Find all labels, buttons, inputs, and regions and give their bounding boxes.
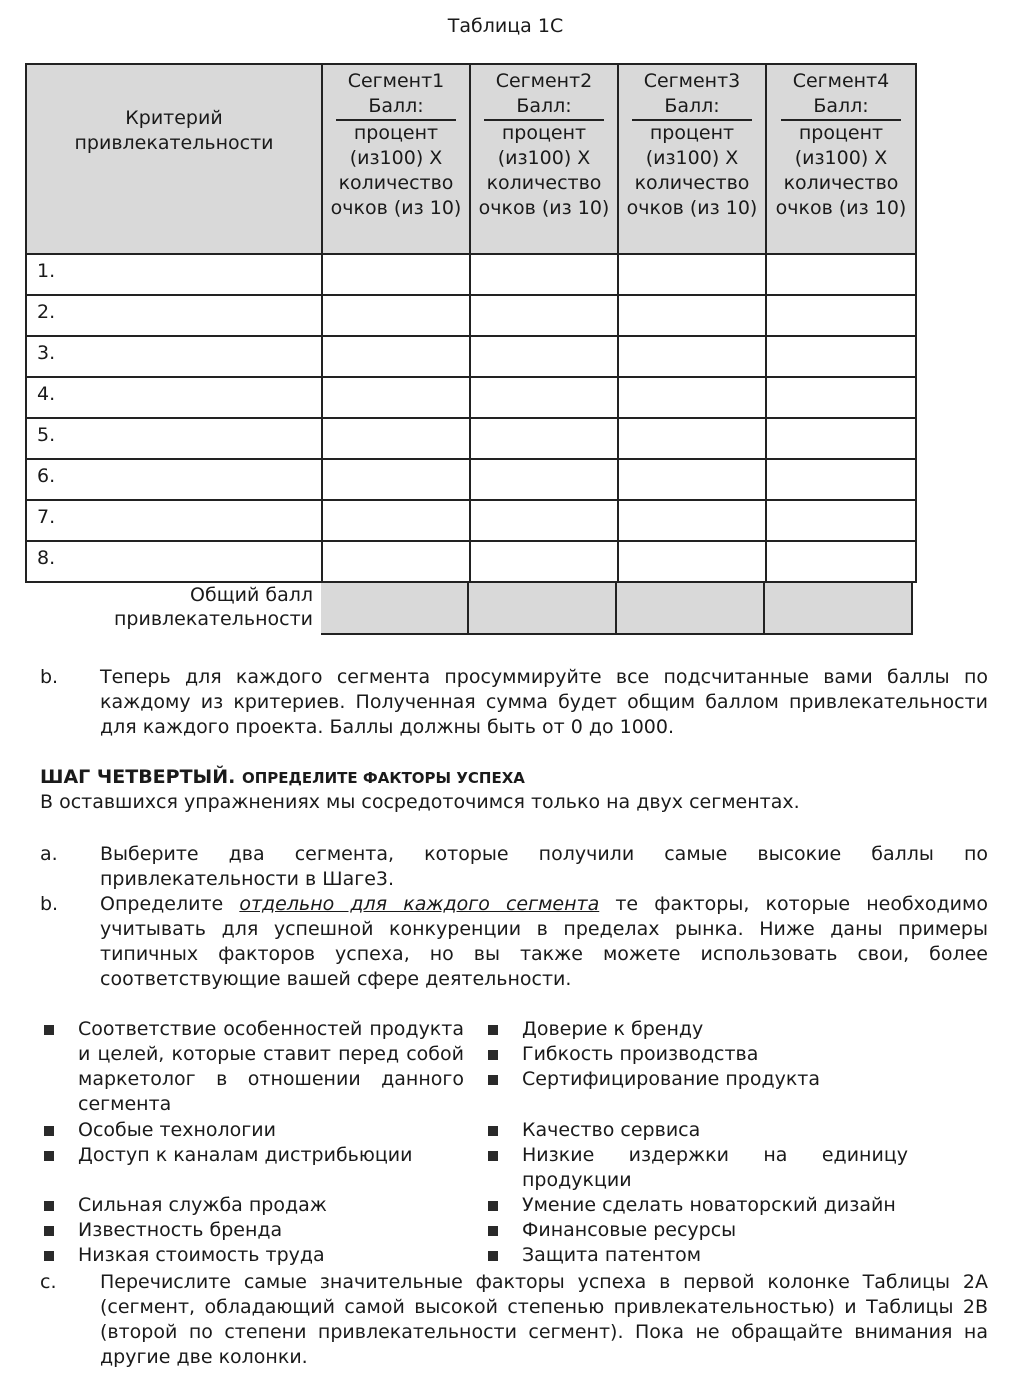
table-cell — [471, 460, 619, 499]
row-number: 6. — [27, 460, 323, 499]
table-cell — [471, 378, 619, 417]
row-number: 1. — [27, 255, 323, 294]
item-a — [40, 842, 988, 892]
header-segment-3 — [619, 65, 767, 253]
list-item: Сильная служба продаж — [40, 1193, 464, 1218]
list-marker: b. — [40, 893, 59, 915]
list-item: Соответствие особенностей продукта и целей, которые ставит перед собой маркетолог в отношении данного сегмента — [40, 1017, 464, 1118]
bullet-square-icon — [488, 1025, 498, 1035]
segment-denominator: (из100) Х количество очков (из 10) — [626, 147, 758, 219]
list-item: Низкие издержки на единицу продукции — [484, 1143, 908, 1193]
table-cell — [767, 542, 915, 581]
list-item: Особые технологии — [40, 1118, 464, 1143]
segment-sub: Балл: — [368, 95, 424, 117]
list-item: Умение сделать новаторский дизайн — [484, 1193, 908, 1218]
table-row — [25, 296, 917, 337]
bullet-square-icon — [488, 1151, 498, 1161]
table-cell — [323, 460, 471, 499]
table-cell — [471, 255, 619, 294]
item-b-factors — [40, 892, 988, 992]
list-marker: c. — [40, 1271, 57, 1293]
table-caption: Таблица 1С — [447, 15, 564, 37]
table-cell — [767, 255, 915, 294]
table-cell — [323, 501, 471, 540]
table-cell — [767, 378, 915, 417]
table-cell — [323, 378, 471, 417]
total-label: Общий балл привлекательности — [114, 584, 313, 630]
list-item: Известность бренда — [40, 1218, 464, 1243]
row-number: 3. — [27, 337, 323, 376]
table-row — [25, 501, 917, 542]
list-item: Доверие к бренду — [484, 1017, 908, 1042]
total-row — [25, 583, 917, 635]
list-item: Сертифицирование продукта — [484, 1067, 908, 1118]
list-item: Гибкость производства — [484, 1042, 908, 1067]
table-cell — [471, 296, 619, 335]
table-cell — [767, 501, 915, 540]
table-cell — [323, 542, 471, 581]
table-cell — [619, 296, 767, 335]
segment-denominator: (из100) Х количество очков (из 10) — [775, 147, 907, 219]
list-item: Качество сервиса — [484, 1118, 908, 1143]
bullet-square-icon — [44, 1151, 54, 1161]
segment-denominator: (из100) Х количество очков (из 10) — [478, 147, 610, 219]
segment-denominator: (из100) Х количество очков (из 10) — [330, 147, 462, 219]
header-criterion: Критерий привлекательности — [27, 65, 323, 253]
table-cell — [471, 542, 619, 581]
segment-numerator: процент — [484, 119, 604, 146]
emphasis-text: отдельно для каждого сегмента — [239, 893, 600, 915]
table-cell — [619, 542, 767, 581]
step-title: ШАГ ЧЕТВЕРТЫЙ. — [40, 766, 236, 788]
bullet-square-icon — [488, 1126, 498, 1136]
factors-left-list — [40, 1017, 464, 1268]
row-number: 2. — [27, 296, 323, 335]
list-item: Защита патентом — [484, 1243, 908, 1268]
factors-right-list — [484, 1017, 908, 1268]
bullet-square-icon — [488, 1050, 498, 1060]
item-text: Перечислите самые значительные факторы успеха в первой колонке Таблицы 2А (сегмент, обладающий самой высокой степенью привлекательностью) и Таблицы 2В (второй по степени привлекательности сегмент). Пока не обращайте внимания на другие две колонки. — [100, 1271, 988, 1368]
table-cell — [767, 337, 915, 376]
table-cell — [323, 296, 471, 335]
segment-name: Сегмент3 — [643, 70, 741, 92]
bullet-square-icon — [44, 1126, 54, 1136]
table-cell — [767, 419, 915, 458]
table-row — [25, 337, 917, 378]
table-row — [25, 255, 917, 296]
list-item: Финансовые ресурсы — [484, 1218, 908, 1243]
bullet-square-icon — [44, 1251, 54, 1261]
bullet-square-icon — [44, 1025, 54, 1035]
table-cell — [471, 501, 619, 540]
item-c — [40, 1270, 988, 1370]
table-cell — [323, 419, 471, 458]
segment-name: Сегмент4 — [792, 70, 890, 92]
segment-sub: Балл: — [516, 95, 572, 117]
segment-name: Сегмент2 — [495, 70, 593, 92]
attractiveness-table — [25, 63, 917, 635]
segment-name: Сегмент1 — [347, 70, 445, 92]
table-cell — [619, 378, 767, 417]
table-header — [25, 63, 917, 255]
table-cell — [323, 255, 471, 294]
total-cell — [617, 583, 765, 635]
table-cell — [619, 337, 767, 376]
table-row — [25, 378, 917, 419]
total-cell — [765, 583, 913, 635]
segment-sub: Балл: — [813, 95, 869, 117]
list-item: Низкая стоимость труда — [40, 1243, 464, 1268]
table-cell — [619, 419, 767, 458]
item-b-sum — [40, 665, 988, 740]
item-text: Выберите два сегмента, которые получили самые высокие баллы по привлекательности в Шаге3. — [100, 843, 988, 890]
row-number: 4. — [27, 378, 323, 417]
bullet-square-icon — [488, 1075, 498, 1085]
bullet-square-icon — [488, 1251, 498, 1261]
header-segment-2 — [471, 65, 619, 253]
bullet-square-icon — [488, 1226, 498, 1236]
item-text: те факторы, которые необходимо учитывать для успешной конкуренции в пределах рынка. Ниже даны примеры типичных факторов успеха, но вы также можете использовать свои, более соответствующие вашей сфере деятельности. — [100, 893, 988, 990]
segment-sub: Балл: — [664, 95, 720, 117]
total-cell — [469, 583, 617, 635]
step-subtitle: ОПРЕДЕЛИТЕ ФАКТОРЫ УСПЕХА — [241, 769, 525, 787]
table-cell — [767, 296, 915, 335]
segment-numerator: процент — [632, 119, 752, 146]
segment-numerator: процент — [336, 119, 456, 146]
table-row — [25, 542, 917, 583]
step-intro: В оставшихся упражнениях мы сосредоточимся только на двух сегментах. — [40, 791, 800, 813]
list-marker: a. — [40, 843, 58, 865]
list-item: Доступ к каналам дистрибьюции — [40, 1143, 464, 1193]
bullet-square-icon — [44, 1226, 54, 1236]
list-marker: b. — [40, 666, 59, 688]
table-cell — [323, 337, 471, 376]
table-cell — [619, 501, 767, 540]
table-cell — [767, 460, 915, 499]
item-text: Теперь для каждого сегмента просуммируйте все подсчитанные вами баллы по каждому из критериев. Полученная сумма будет общим баллом привлекательности для каждого проекта. Баллы должны быть от 0 до 1000. — [100, 666, 988, 738]
table-cell — [619, 255, 767, 294]
row-number: 7. — [27, 501, 323, 540]
item-text: Определите — [100, 893, 240, 915]
row-number: 8. — [27, 542, 323, 581]
table-cell — [619, 460, 767, 499]
header-segment-1 — [323, 65, 471, 253]
table-row — [25, 419, 917, 460]
row-number: 5. — [27, 419, 323, 458]
total-cell — [321, 583, 469, 635]
bullet-square-icon — [44, 1201, 54, 1211]
table-cell — [471, 419, 619, 458]
table-cell — [471, 337, 619, 376]
header-segment-4 — [767, 65, 915, 253]
table-row — [25, 460, 917, 501]
bullet-square-icon — [488, 1201, 498, 1211]
step-four-heading — [40, 765, 525, 791]
segment-numerator: процент — [781, 119, 901, 146]
